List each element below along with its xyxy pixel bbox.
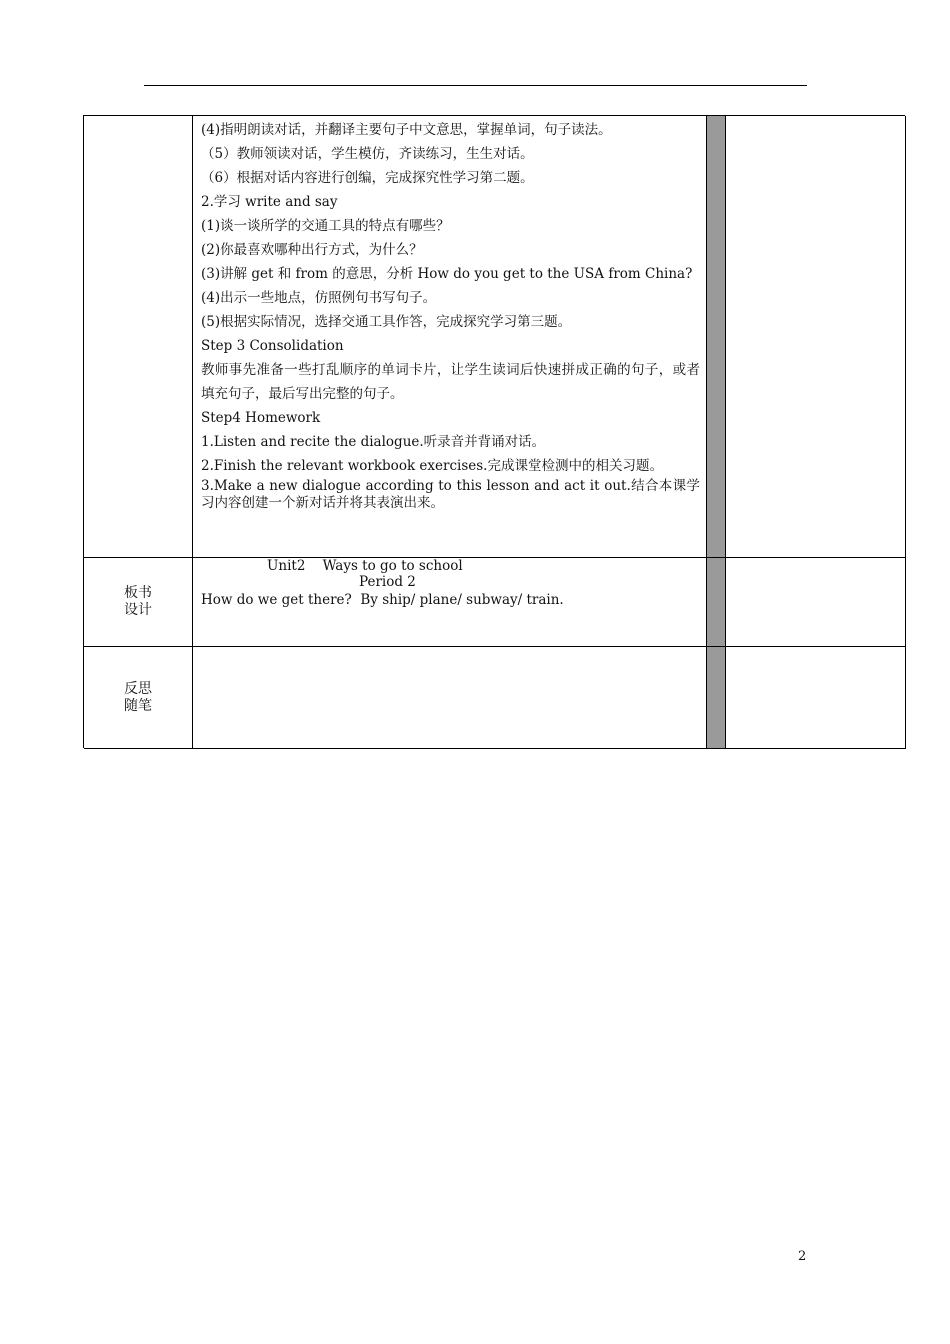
content-line: （6）根据对话内容进行创编，完成探究性学习第二题。	[201, 170, 534, 186]
notes-cell	[726, 116, 906, 558]
board-line-unit: Unit2 Ways to go to school	[267, 558, 463, 574]
page-number: 2	[798, 1249, 807, 1264]
content-line: Step4 Homework	[201, 410, 321, 426]
gray-column-cell	[707, 558, 726, 647]
board-label-line2: 设计	[124, 602, 152, 618]
content-line: (3)讲解 get 和 from 的意思，分析 How do you get to the USA from China?	[201, 266, 693, 282]
gray-column-cell	[707, 647, 726, 749]
reflection-label-line2: 随笔	[124, 697, 152, 714]
lesson-plan-table	[83, 115, 905, 748]
content-line: (4)指明朗读对话，并翻译主要句子中文意思，掌握单词，句子读法。	[201, 122, 612, 138]
gray-column-cell	[707, 116, 726, 558]
board-label-line1: 板书	[124, 585, 152, 601]
board-design-content	[193, 558, 707, 647]
content-line: （5）教师领读对话，学生模仿，齐读练习，生生对话。	[201, 146, 534, 162]
notes-cell	[726, 647, 906, 749]
content-line: (5)根据实际情况，选择交通工具作答，完成探究学习第三题。	[201, 314, 572, 330]
content-line: 教师事先准备一些打乱顺序的单词卡片，让学生读词后快速拼成正确的句子，或者填充句子，最后写出完整的句子。	[201, 362, 700, 402]
header-rule	[144, 85, 807, 86]
content-line: Step 3 Consolidation	[201, 338, 344, 354]
reflection-label-line1: 反思	[124, 680, 152, 697]
board-design-label	[84, 558, 193, 647]
reflection-label	[84, 647, 193, 749]
board-line-question: How do we get there? By ship/ plane/ subway/ train.	[201, 592, 564, 608]
content-line: 2.Finish the relevant workbook exercises.完成课堂检测中的相关习题。	[201, 458, 663, 474]
content-line: 1.Listen and recite the dialogue.听录音并背诵对话。	[201, 434, 546, 450]
notes-cell	[726, 558, 906, 647]
procedure-content-cell	[193, 116, 707, 558]
board-line-period: Period 2	[359, 574, 416, 590]
reflection-content	[193, 647, 707, 749]
content-line: (2)你最喜欢哪种出行方式，为什么？	[201, 242, 423, 258]
content-line: (4)出示一些地点，仿照例句书写句子。	[201, 290, 437, 306]
content-line: 3.Make a new dialogue according to this lesson and act it out.结合本课学习内容创建一个新对话并将其表演出来。	[201, 478, 700, 511]
label-cell-empty	[84, 116, 193, 558]
content-line: 2.学习 write and say	[201, 194, 338, 210]
content-line: (1)谈一谈所学的交通工具的特点有哪些？	[201, 218, 450, 234]
